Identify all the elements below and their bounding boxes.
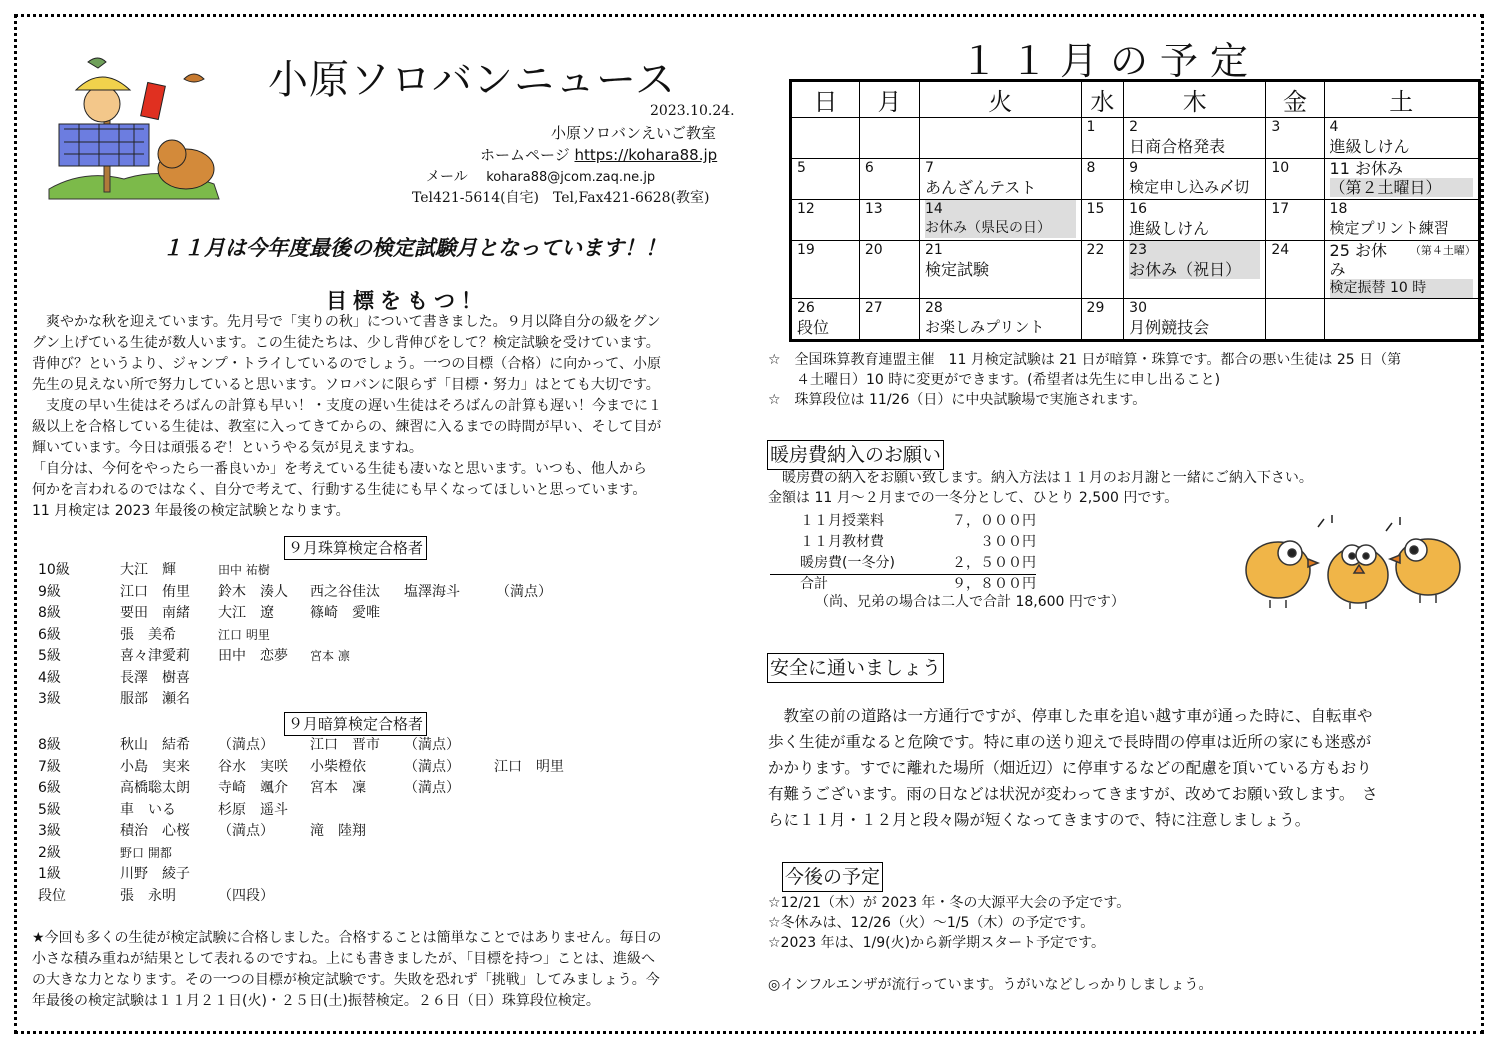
day-number: 13 [864, 201, 883, 217]
day-event: 検定申し込み〆切 [1129, 178, 1250, 196]
sibling-note: （尚、兄弟の場合は二人で合計 18,600 円です） [815, 594, 1125, 610]
student-name: 長澤 樹喜 [120, 669, 190, 686]
birds-illustration [1240, 515, 1470, 610]
fee-row [770, 552, 1036, 575]
day-number: 7 [925, 160, 934, 176]
calendar-day-cell [1266, 118, 1324, 159]
grade-label: 4級 [38, 669, 61, 686]
student-name: 谷水 実咲 [218, 758, 288, 775]
student-name: 鈴木 湊人 [218, 583, 288, 600]
calendar-day-cell [859, 200, 919, 241]
student-name: 滝 陸翔 [310, 823, 366, 839]
day-event: 検定振替 10 時 [1330, 279, 1473, 298]
day-event: （第２土曜日） [1330, 178, 1473, 197]
student-name: （満点） [218, 737, 274, 753]
student-name: 篠崎 愛唯 [310, 605, 380, 621]
day-number: 11 お休み [1329, 159, 1403, 178]
intro-paragraph [32, 312, 662, 522]
day-event: 検定プリント練習 [1329, 219, 1449, 237]
intro-line: 爽やかな秋を迎えています。先月号で「実りの秋」について書きました。９月以降自分の級をグン [32, 314, 661, 330]
calendar-week-row [791, 159, 1480, 200]
student-name: 張 永明 [120, 887, 176, 904]
juzan-results-title: ９月珠算検定合格者 [284, 536, 427, 560]
student-name: 積治 心桜 [120, 823, 190, 839]
heating-text [768, 468, 1313, 508]
headline: １１月は今年度最後の検定試験月となっています！！ [162, 236, 666, 260]
calendar-week-row [791, 299, 1480, 341]
grade-label: 6級 [38, 626, 61, 643]
student-name: 田中 恋夢 [218, 648, 288, 664]
day-note: （第４土曜） [1409, 244, 1476, 257]
day-number: 1 [1086, 119, 1096, 135]
grade-label: 9級 [38, 583, 61, 600]
day-number: 21 [925, 242, 943, 258]
calendar-day-cell [1124, 159, 1266, 200]
weekday-header: 土 [1324, 81, 1479, 118]
student-name: 江口 明里 [494, 758, 564, 775]
calendar-day-cell [791, 159, 860, 200]
safety-text [768, 703, 1378, 833]
day-number: 15 [1086, 201, 1105, 217]
weekday-header: 月 [859, 81, 919, 118]
exam-note: ４土曜日）10 時に変更ができます。(希望者は先生に申し出ること) [768, 372, 1221, 388]
grade-label: 段位 [38, 887, 66, 904]
grade-label: 2級 [38, 844, 61, 861]
day-event: 検定試験 [925, 260, 990, 279]
day-number: 26 [797, 300, 815, 316]
calendar-day-cell [920, 299, 1082, 341]
calendar-day-cell [920, 118, 1082, 159]
intro-line: 先生の見えない所で努力していると思います。ソロバンに限らず「目標・努力」はとても大切です。 [32, 377, 660, 393]
day-event: 月例競技会 [1129, 318, 1210, 337]
calendar-day-cell [859, 241, 919, 299]
intro-line: 背伸び？というより、ジャンプ・トライしているのでしょう。一つの目標（合格）に向かって、小原 [32, 356, 662, 372]
calendar-body [791, 118, 1480, 341]
day-event: 段位 [797, 318, 830, 337]
intro-line: 何かを言われるのではなく、自分で考えて、行動する生徒にも早くなってほしいと思っています。 [32, 482, 647, 498]
calendar-day-cell [920, 159, 1082, 200]
day-event: あんざんテスト [925, 178, 1037, 197]
student-name: 田中 祐樹 [218, 563, 270, 577]
weekday-header: 火 [920, 81, 1082, 118]
grade-label: 5級 [38, 648, 61, 664]
safety-line: 教室の前の道路は一方通行ですが、停車した車を追い越す車が通った時に、自転車や [768, 707, 1373, 725]
calendar-day-cell [791, 241, 860, 299]
day-number: 17 [1271, 201, 1290, 217]
student-name: 要田 南緒 [120, 605, 190, 621]
school-name: 小原ソロバンえいご教室 [551, 124, 717, 142]
calendar-day-cell [1124, 299, 1266, 341]
student-name: 野口 開都 [120, 845, 172, 860]
homepage-label: ホームページ [480, 146, 570, 164]
grade-label: 7級 [38, 758, 61, 775]
calendar-day-cell [1081, 200, 1124, 241]
day-number: 18 [1329, 201, 1348, 217]
student-name: 宮本 凛 [310, 649, 350, 663]
grade-label: 1級 [38, 866, 61, 882]
day-number: 28 [925, 300, 943, 316]
mail-address[interactable]: kohara88@jcom.zaq.ne.jp [486, 170, 656, 185]
closing-line: ★今回も多くの生徒が検定試験に合格しました。合格することは簡単なことではありません。毎日の [32, 930, 662, 946]
weekday-header: 金 [1266, 81, 1324, 118]
future-line: ☆2023 年は、1/9(火)から新学期スタート予定です。 [768, 935, 1105, 951]
calendar-day-cell [1081, 299, 1124, 341]
student-name: 秋山 結希 [120, 737, 190, 753]
day-number: 24 [1271, 242, 1290, 258]
day-number: 23 [1129, 241, 1260, 260]
student-name: 高橋聡太朗 [120, 780, 190, 796]
student-name: 江口 侑里 [120, 583, 190, 600]
day-number: 19 [797, 242, 815, 258]
student-name: 張 美希 [120, 626, 176, 643]
schedule-title: １１月の予定 [960, 39, 1261, 83]
exam-notes [768, 350, 1401, 410]
calendar-day-cell [791, 118, 860, 159]
fee-amount: ９，８００円 [952, 576, 1036, 592]
student-name: 江口 晋市 [310, 737, 380, 753]
scarecrow-illustration [44, 54, 234, 204]
calendar-day-cell [1081, 159, 1124, 200]
homepage-line [480, 144, 717, 165]
fee-amount: ３００円 [980, 534, 1036, 550]
calendar-day-cell [859, 118, 919, 159]
safety-line: かかります。すでに離れた場所（畑近辺）に停車するなどの配慮を頂いている方もおり [768, 759, 1372, 777]
day-number: 8 [1086, 160, 1096, 176]
day-number: 29 [1086, 300, 1105, 316]
weekday-header: 日 [791, 81, 860, 118]
intro-line: 11 月検定は 2023 年最後の検定試験となります。 [32, 503, 350, 519]
calendar-day-cell [1124, 118, 1266, 159]
intro-line: 支度の早い生徒はそろばんの計算も早い！・支度の遅い生徒はそろばんの計算も遅い！今までに１ [32, 398, 662, 414]
student-name: （満点） [496, 583, 552, 600]
day-number: 12 [797, 201, 815, 217]
calendar-week-row [791, 241, 1480, 299]
closing-paragraph [32, 928, 661, 1012]
calendar-day-cell [1081, 118, 1124, 159]
calendar-day-cell [920, 200, 1082, 241]
day-number: 20 [864, 242, 883, 258]
calendar-day-cell [1324, 118, 1479, 159]
day-number: 4 [1329, 119, 1339, 135]
issue-date: 2023.10.24. [650, 103, 735, 119]
day-event: 進級しけん [1129, 219, 1210, 238]
fee-label: 合計 [800, 576, 828, 592]
calendar-week-row [791, 118, 1480, 159]
day-number: 6 [864, 160, 874, 176]
day-number: 10 [1271, 160, 1290, 176]
calendar-day-cell [1266, 241, 1324, 299]
day-number: 27 [864, 300, 883, 316]
day-number: 22 [1086, 242, 1105, 258]
student-name: （四段） [218, 887, 274, 904]
student-name: （満点） [404, 758, 460, 775]
student-name: 服部 瀬名 [120, 691, 190, 707]
day-number: 2 [1129, 119, 1139, 135]
heating-line: 暖房費の納入をお願い致します。納入方法は１１月のお月謝と一緒にご納入下さい。 [768, 470, 1313, 486]
calendar-day-cell [1266, 299, 1324, 341]
mail-label: メール [426, 169, 468, 185]
student-name: 喜々津愛莉 [120, 648, 190, 664]
future-line: ☆12/21（木）が 2023 年・冬の大源平大会の予定です。 [768, 895, 1131, 911]
grade-label: 3級 [38, 823, 61, 839]
calendar-header-row [791, 81, 1480, 118]
fee-amount: ７，０００円 [952, 513, 1036, 529]
future-schedule-title: 今後の予定 [782, 862, 883, 892]
calendar-day-cell [1124, 241, 1266, 299]
intro-line: 級以上を合格している生徒は、教室に入ってきてからの、練習に入るまでの時間が早い、そして目が [32, 419, 662, 435]
fee-label: １１月教材費 [800, 534, 884, 550]
subheadline: 目標をもつ！ [326, 289, 488, 313]
heating-line: 金額は 11 月～２月までの一冬分として、ひとり 2,500 円です。 [768, 490, 1179, 506]
intro-line: 輝いています。今日は頑張るぞ！というやる気が見えますね。 [32, 440, 423, 456]
safety-line: らに１１月・１２月と段々陽が短くなってきますので、特に注意しましょう。 [768, 811, 1311, 829]
calendar-day-cell [859, 159, 919, 200]
grade-label: 8級 [38, 737, 61, 753]
heating-fee-title: 暖房費納入のお願い [767, 440, 944, 470]
day-number-text: 25 お休み [1329, 241, 1387, 279]
calendar-day-cell [1124, 200, 1266, 241]
day-number: 3 [1271, 119, 1281, 135]
grade-label: 5級 [38, 801, 61, 818]
future-schedule-text [768, 893, 1130, 953]
calendar-day-cell [1266, 159, 1324, 200]
day-event: お楽しみプリント [925, 318, 1045, 336]
day-number: 5 [797, 160, 806, 176]
grade-label: 8級 [38, 605, 61, 621]
student-name: 小柴橙依 [310, 758, 366, 775]
calendar-day-cell [1081, 241, 1124, 299]
calendar-week-row [791, 200, 1480, 241]
intro-line: グン上げている生徒が数人います。この生徒たちは、少し背伸びをして？検定試験を受けています。 [32, 335, 660, 351]
exam-note: ☆ 珠算段位は 11/26（日）に中央試験場で実施されます。 [768, 392, 1147, 408]
day-event: 日商合格発表 [1129, 137, 1226, 156]
calendar-day-cell [791, 299, 860, 341]
day-number: 30 [1129, 300, 1147, 316]
weekday-header: 水 [1081, 81, 1124, 118]
fee-label: １１月授業料 [800, 513, 884, 529]
student-name: 江口 明里 [218, 627, 270, 642]
student-name: 大江 輝 [120, 562, 176, 578]
calendar-day-cell [1266, 200, 1324, 241]
safety-line: 有難うございます。雨の日などは状況が変わってきますが、改めてお願い致します。 さ [768, 785, 1378, 803]
newsletter-title: 小原ソロバンニュース [268, 57, 676, 103]
day-number: 14 [925, 200, 1076, 219]
student-name: （満点） [218, 823, 274, 839]
fee-row [770, 510, 1036, 532]
student-name: 寺崎 颯介 [218, 780, 288, 796]
intro-line: 「自分は、今何をやったら一番良いか」を考えている生徒も凄いなと思います。いつも、他人から [32, 461, 647, 477]
safety-title: 安全に通いましょう [767, 653, 944, 683]
fee-amount: ２，５００円 [952, 555, 1036, 571]
grade-label: 6級 [38, 780, 61, 796]
day-event: 進級しけん [1329, 137, 1410, 156]
november-calendar [789, 79, 1481, 342]
day-number: 9 [1129, 160, 1139, 176]
anzan-results-title: ９月暗算検定合格者 [284, 712, 427, 736]
closing-line: 年最後の検定試験は１１月２１日(火)・２５日(土)振替検定。２６日（日）珠算段位検定。 [32, 993, 600, 1009]
closing-line: の大きな力となります。その一つの目標が検定試験です。失敗を恐れず「挑戦」してみましょう。今 [32, 972, 660, 988]
calendar-day-cell [920, 241, 1082, 299]
calendar-day-cell [859, 299, 919, 341]
future-line: ☆冬休みは、12/26（火）～1/5（木）の予定です。 [768, 915, 1095, 931]
student-name: 西之谷佳汰 [310, 583, 380, 600]
calendar-day-cell [1324, 241, 1479, 299]
mail-line [426, 166, 655, 186]
calendar-day-cell [1324, 159, 1479, 200]
grade-label: 10級 [38, 562, 70, 578]
calendar-day-cell [1324, 299, 1479, 341]
exam-note: ☆ 全国珠算教育連盟主催 11 月検定試験は 21 日が暗算・珠算です。都合の悪い生徒は 25 日（第 [768, 352, 1402, 368]
fee-row [770, 531, 1036, 553]
student-name: 大江 遼 [218, 605, 274, 621]
student-name: 小島 実来 [120, 758, 190, 775]
calendar-day-cell [791, 200, 860, 241]
student-name: （満点） [404, 737, 460, 753]
student-name: （満点） [404, 780, 460, 796]
closing-line: 小さな積み重ねが結果として表れるのですね。上にも書きましたが、「目標を持つ」ことは、進級へ [32, 951, 655, 967]
grade-label: 3級 [38, 691, 61, 707]
student-name: 塩澤海斗 [404, 583, 460, 600]
student-name: 車 いる [120, 801, 176, 818]
calendar-day-cell [1324, 200, 1479, 241]
weekday-header: 木 [1124, 81, 1266, 118]
fee-label: 暖房費(一冬分) [800, 555, 895, 571]
flu-notice: ◎インフルエンザが流行っています。うがいなどしっかりしましょう。 [768, 977, 1213, 993]
homepage-link[interactable]: https://kohara88.jp [574, 146, 718, 164]
day-event: お休み（県民の日） [925, 219, 1076, 238]
student-name: 川野 綾子 [120, 866, 190, 882]
day-event: お休み（祝日） [1129, 260, 1260, 279]
student-name: 宮本 凜 [310, 780, 366, 796]
safety-line: 歩く生徒が重なると危険です。特に車の送り迎えで長時間の停車は近所の家にも迷惑が [768, 733, 1372, 751]
tel-line: Tel421-5614(自宅) Tel,Fax421-6628(教室) [412, 190, 710, 206]
day-number [1329, 241, 1476, 279]
day-number: 16 [1129, 201, 1147, 217]
student-name: 杉原 遥斗 [218, 801, 288, 818]
